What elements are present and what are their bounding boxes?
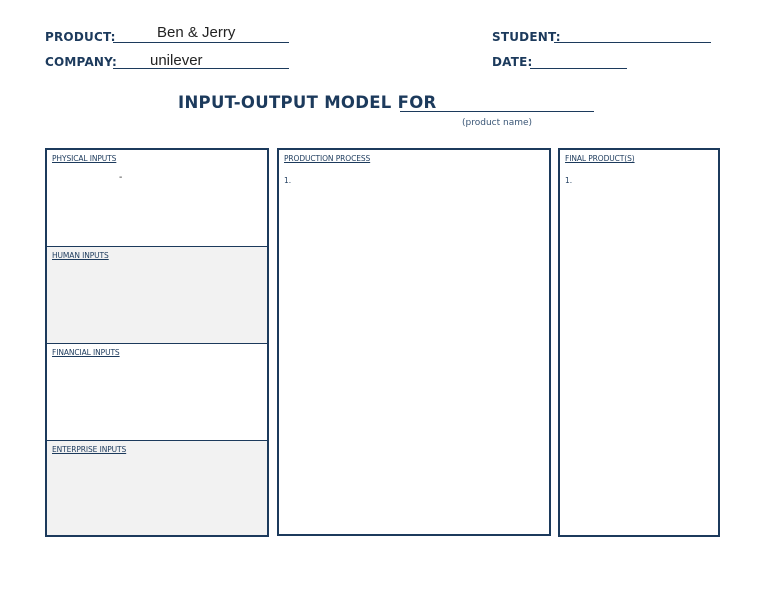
- inputs-box: [45, 148, 269, 537]
- final-products-label: FINAL PRODUCT(S): [565, 154, 635, 163]
- human-inputs-section[interactable]: [47, 246, 267, 343]
- company-value[interactable]: unilever: [150, 52, 203, 69]
- human-inputs-label: HUMAN INPUTS: [52, 251, 109, 260]
- page-title: INPUT-OUTPUT MODEL FOR: [178, 93, 437, 112]
- physical-inputs-section[interactable]: [47, 150, 267, 246]
- production-process-label: PRODUCTION PROCESS: [284, 154, 371, 163]
- production-process-box[interactable]: [277, 148, 551, 536]
- process-item-number: 1.: [284, 176, 292, 185]
- student-label: STUDENT:: [492, 30, 561, 44]
- final-products-box[interactable]: [558, 148, 720, 537]
- date-field[interactable]: [530, 68, 627, 69]
- student-field[interactable]: [554, 42, 711, 43]
- product-name-hint: (product name): [462, 118, 533, 128]
- product-label: PRODUCT:: [45, 30, 116, 44]
- physical-inputs-note: -: [119, 172, 123, 183]
- physical-inputs-label: PHYSICAL INPUTS: [52, 154, 117, 163]
- final-item-number: 1.: [565, 176, 573, 185]
- product-name-field[interactable]: [400, 111, 594, 112]
- financial-inputs-section[interactable]: [47, 343, 267, 440]
- financial-inputs-label: FINANCIAL INPUTS: [52, 348, 120, 357]
- enterprise-inputs-label: ENTERPRISE INPUTS: [52, 445, 127, 454]
- enterprise-inputs-section[interactable]: [47, 440, 267, 535]
- company-label: COMPANY:: [45, 55, 118, 69]
- product-value[interactable]: Ben & Jerry: [157, 24, 236, 41]
- date-label: DATE:: [492, 55, 533, 69]
- product-underline: [113, 42, 289, 43]
